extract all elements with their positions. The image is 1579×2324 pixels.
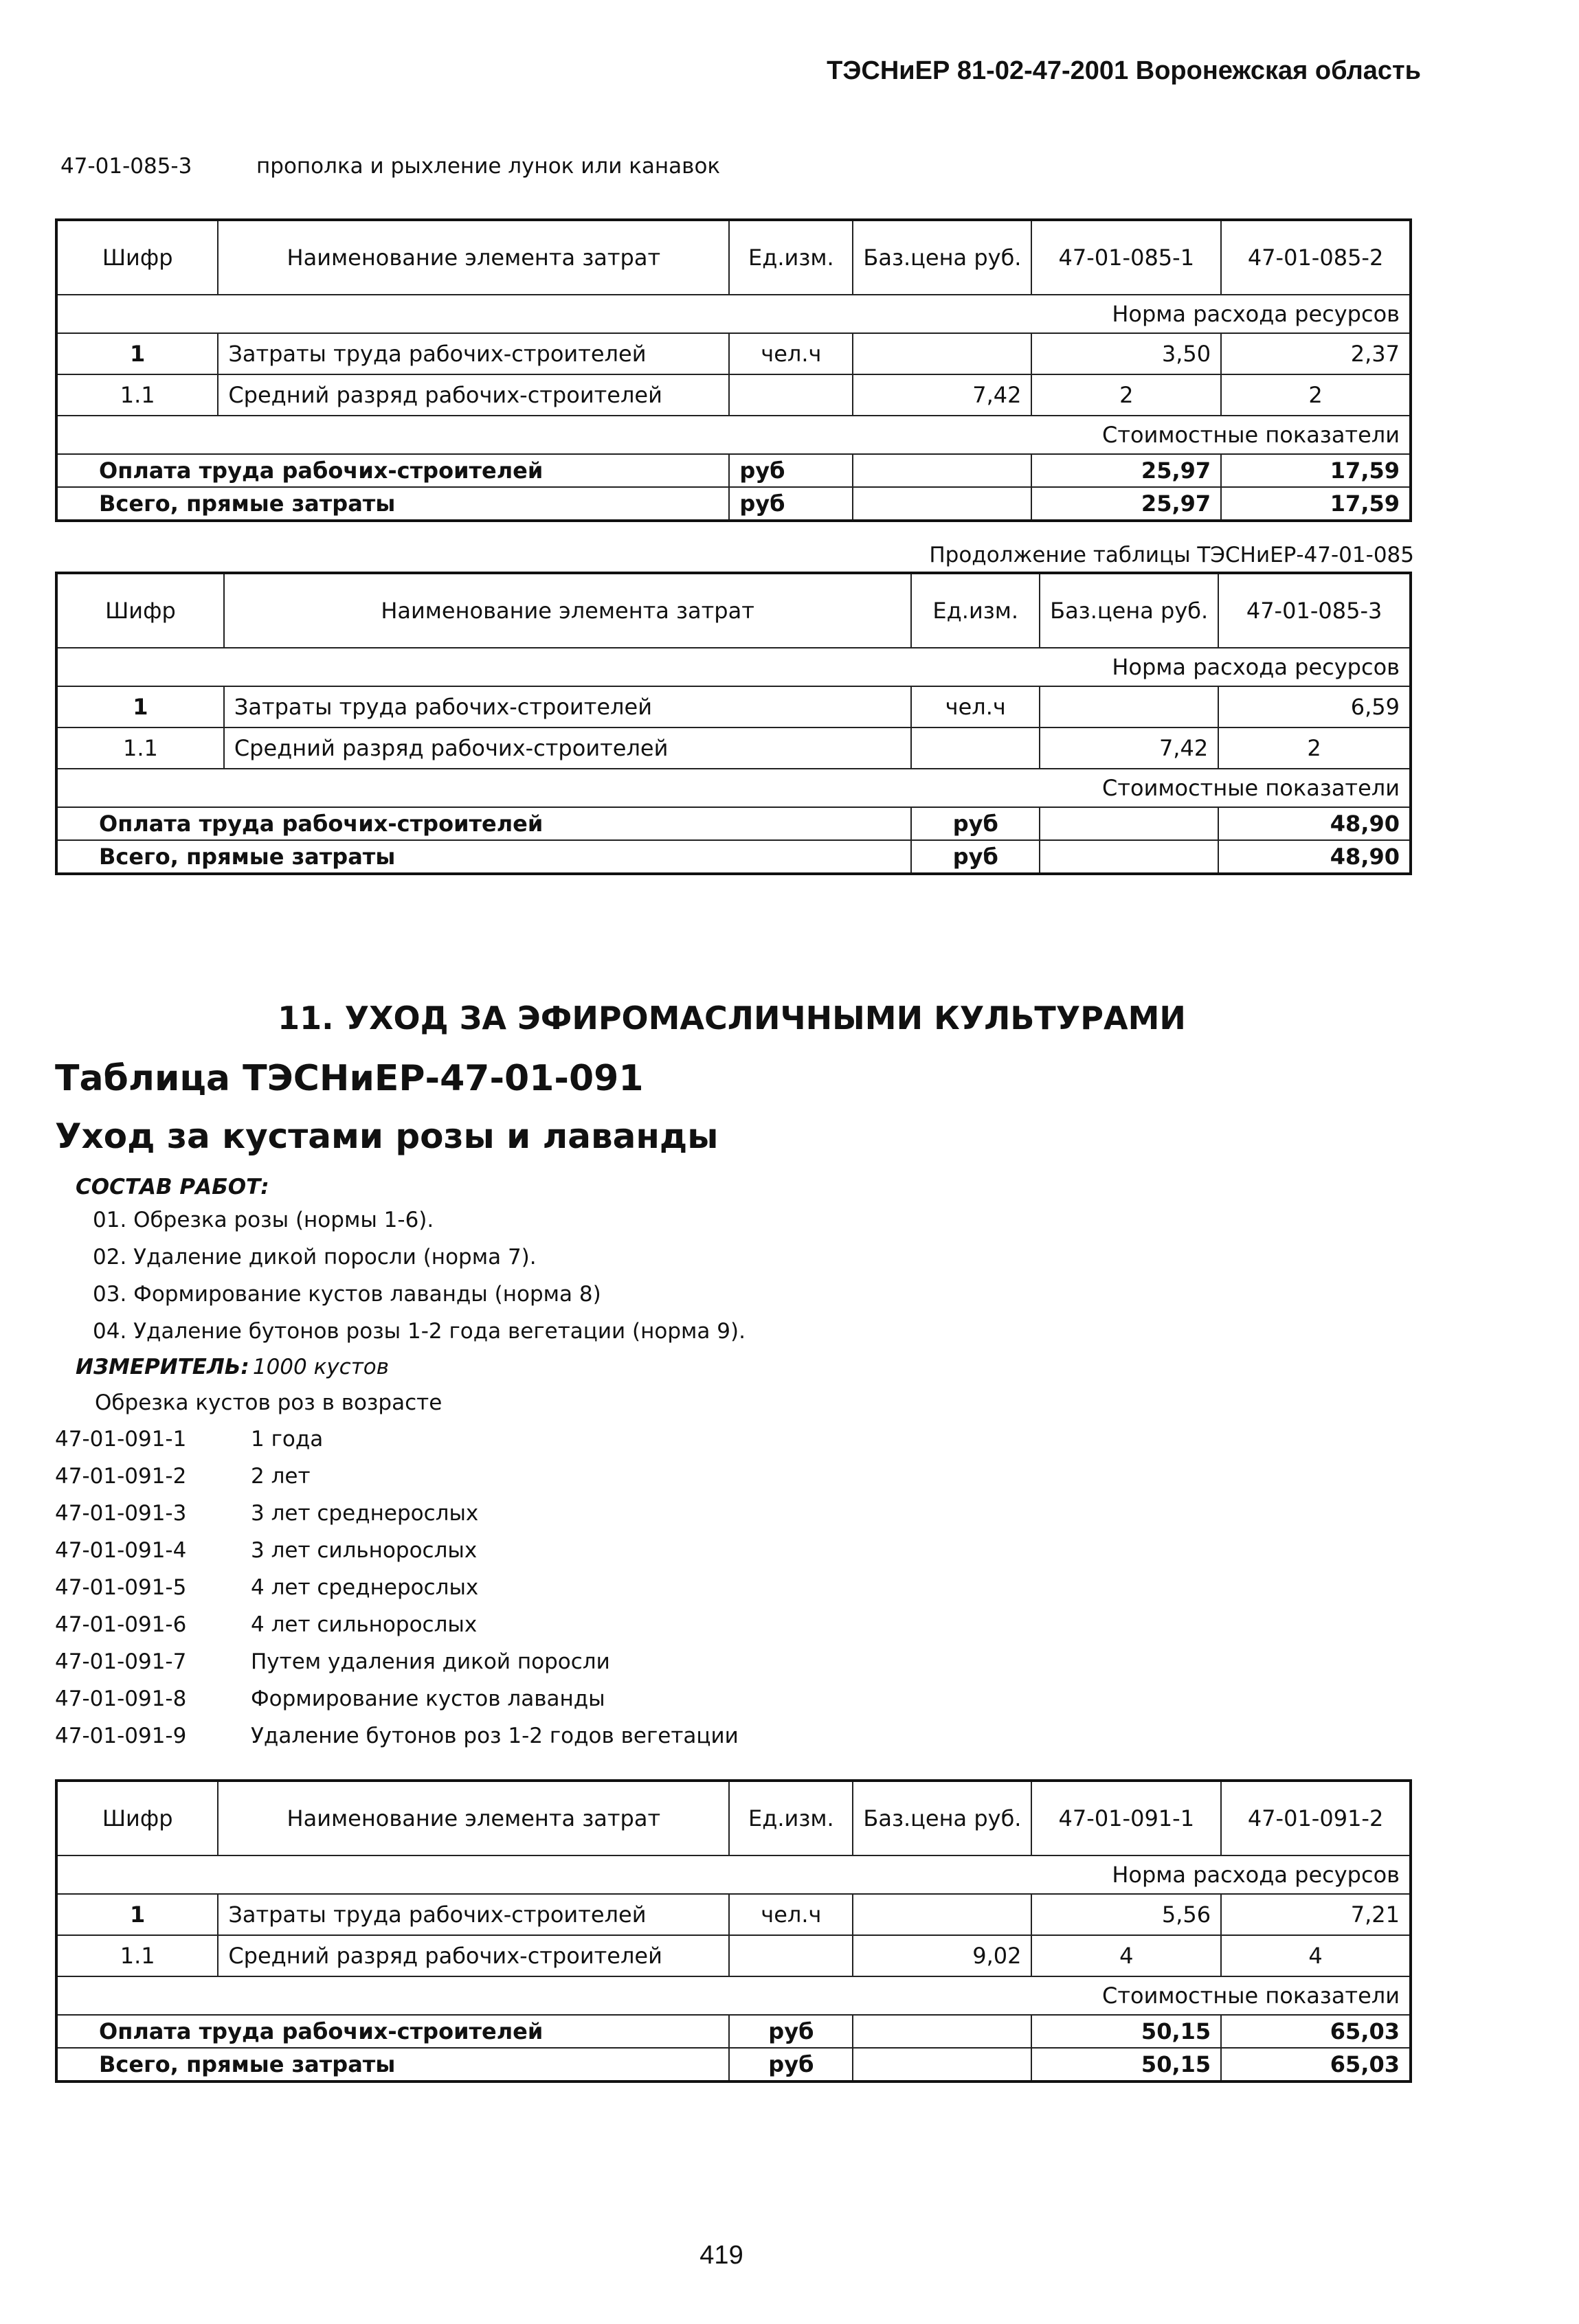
norm-text: 1 года — [251, 1427, 324, 1452]
header-name: Наименование элемента затрат — [218, 220, 729, 295]
header-col1: 47-01-085-3 — [1218, 573, 1411, 648]
measure-value: 1000 кустов — [252, 1355, 390, 1379]
table-header-row — [56, 1781, 1411, 1855]
row-v1: 3,50 — [1031, 333, 1221, 374]
cost-band-row — [56, 1976, 1411, 2015]
norm-band: Норма расхода ресурсов — [56, 648, 1411, 686]
cost-band: Стоимостные показатели — [56, 1976, 1411, 2015]
header-price: Баз.цена руб. — [1040, 573, 1218, 648]
sum-v2: 17,59 — [1221, 454, 1411, 487]
sum-row — [56, 487, 1411, 521]
row-name: Средний разряд рабочих-строителей — [218, 374, 729, 416]
header-price: Баз.цена руб. — [853, 1781, 1031, 1855]
row-code: 1.1 — [56, 374, 218, 416]
row-code: 1 — [56, 333, 218, 374]
row-price: 7,42 — [1040, 727, 1218, 769]
norm-item — [55, 1575, 478, 1600]
header-price: Баз.цена руб. — [853, 220, 1031, 295]
sum-price-empty — [853, 2048, 1031, 2082]
row-unit — [729, 1935, 853, 1976]
row-v2: 2 — [1221, 374, 1411, 416]
norm-code: 47-01-091-9 — [55, 1724, 187, 1748]
sum-unit: руб — [729, 454, 853, 487]
row-name: Затраты труда рабочих-строителей — [224, 686, 912, 727]
sum-unit: руб — [729, 2048, 853, 2082]
table-47-01-091-1-2 — [55, 1779, 1412, 2083]
norm-item — [55, 1724, 739, 1748]
page-number: 419 — [699, 2241, 743, 2270]
measure-line — [76, 1355, 389, 1379]
sum-v1: 25,97 — [1031, 487, 1221, 521]
group-caption: Обрезка кустов роз в возрасте — [95, 1390, 443, 1415]
sum-v1: 25,97 — [1031, 454, 1221, 487]
table-row — [56, 727, 1411, 769]
norm-band-row — [56, 295, 1411, 333]
norm-item — [55, 1427, 323, 1452]
cost-band: Стоимостные показатели — [56, 416, 1411, 454]
row-v1: 2 — [1218, 727, 1411, 769]
header-code: Шифр — [56, 1781, 218, 1855]
cost-band-row — [56, 769, 1411, 807]
works-label: СОСТАВ РАБОТ: — [76, 1175, 269, 1199]
sum-v2: 65,03 — [1221, 2015, 1411, 2048]
work-item: 02. Удаление дикой поросли (норма 7). — [93, 1245, 537, 1270]
table-title: Таблица ТЭСНиЕР-47-01-091 — [55, 1058, 644, 1099]
sum-unit: руб — [911, 807, 1040, 840]
table-row — [56, 1935, 1411, 1976]
row-price — [853, 333, 1031, 374]
row-price — [853, 1894, 1031, 1935]
row-price: 7,42 — [853, 374, 1031, 416]
row-v1: 2 — [1031, 374, 1221, 416]
table-row — [56, 1894, 1411, 1935]
row-name: Затраты труда рабочих-строителей — [218, 1894, 729, 1935]
work-line — [60, 154, 720, 179]
sum-row — [56, 2015, 1411, 2048]
table-row — [56, 686, 1411, 727]
table-row — [56, 333, 1411, 374]
row-unit: чел.ч — [729, 333, 853, 374]
sum-price-empty — [853, 454, 1031, 487]
sum-price-empty — [853, 487, 1031, 521]
sum-row — [56, 2048, 1411, 2082]
header-unit: Ед.изм. — [729, 220, 853, 295]
norm-text: 4 лет сильнорослых — [251, 1612, 478, 1637]
table-subtitle: Уход за кустами розы и лаванды — [55, 1116, 719, 1156]
norm-item — [55, 1464, 311, 1489]
sum-row — [56, 840, 1411, 874]
row-unit: чел.ч — [911, 686, 1040, 727]
sum-v2: 65,03 — [1221, 2048, 1411, 2082]
norm-code: 47-01-091-4 — [55, 1538, 187, 1563]
work-text: прополка и рыхление лунок или канавок — [256, 154, 721, 179]
sum-unit: руб — [911, 840, 1040, 874]
work-item: 04. Удаление бутонов розы 1-2 года вегетации (норма 9). — [93, 1319, 746, 1344]
continuation-caption: Продолжение таблицы ТЭСНиЕР-47-01-085 — [929, 543, 1414, 567]
row-price — [1040, 686, 1218, 727]
header-col2: 47-01-085-2 — [1221, 220, 1411, 295]
norm-item — [55, 1686, 605, 1711]
table-47-01-085-3 — [55, 572, 1412, 875]
header-name: Наименование элемента затрат — [218, 1781, 729, 1855]
norm-text: Удаление бутонов роз 1-2 годов вегетации — [251, 1724, 739, 1748]
header-col2: 47-01-091-2 — [1221, 1781, 1411, 1855]
row-price: 9,02 — [853, 1935, 1031, 1976]
sum-v1: 50,15 — [1031, 2015, 1221, 2048]
sum-row — [56, 807, 1411, 840]
work-item: 01. Обрезка розы (нормы 1-6). — [93, 1208, 434, 1232]
row-unit — [729, 374, 853, 416]
table-row — [56, 374, 1411, 416]
row-code: 1.1 — [56, 1935, 218, 1976]
norm-text: 3 лет сильнорослых — [251, 1538, 478, 1563]
sum-name: Оплата труда рабочих-строителей — [56, 2015, 729, 2048]
norm-band: Норма расхода ресурсов — [56, 1855, 1411, 1894]
sum-name: Оплата труда рабочих-строителей — [56, 807, 911, 840]
sum-unit: руб — [729, 487, 853, 521]
norm-text: 4 лет среднерослых — [251, 1575, 479, 1600]
row-v1: 6,59 — [1218, 686, 1411, 727]
norm-text: Формирование кустов лаванды — [251, 1686, 605, 1711]
header-col1: 47-01-085-1 — [1031, 220, 1221, 295]
norm-code: 47-01-091-3 — [55, 1501, 187, 1526]
norm-text: 2 лет — [251, 1464, 311, 1489]
row-code: 1.1 — [56, 727, 224, 769]
document-header: ТЭСНиЕР 81-02-47-2001 Воронежская область — [827, 56, 1421, 85]
table-47-01-085-1-2 — [55, 218, 1412, 522]
header-unit: Ед.изм. — [729, 1781, 853, 1855]
measure-label: ИЗМЕРИТЕЛЬ: — [76, 1355, 249, 1379]
section-title: 11. УХОД ЗА ЭФИРОМАСЛИЧНЫМИ КУЛЬТУРАМИ — [278, 1000, 1186, 1037]
norm-band-row — [56, 648, 1411, 686]
row-name: Средний разряд рабочих-строителей — [218, 1935, 729, 1976]
row-v2: 2,37 — [1221, 333, 1411, 374]
sum-row — [56, 454, 1411, 487]
norm-item — [55, 1649, 610, 1674]
row-v2: 7,21 — [1221, 1894, 1411, 1935]
sum-v1: 50,15 — [1031, 2048, 1221, 2082]
norm-code: 47-01-091-7 — [55, 1649, 187, 1674]
norm-code: 47-01-091-2 — [55, 1464, 187, 1489]
sum-v1: 48,90 — [1218, 807, 1411, 840]
row-code: 1 — [56, 686, 224, 727]
header-unit: Ед.изм. — [911, 573, 1040, 648]
norm-item — [55, 1538, 477, 1563]
row-code: 1 — [56, 1894, 218, 1935]
sum-price-empty — [853, 2015, 1031, 2048]
header-code: Шифр — [56, 220, 218, 295]
table-header-row — [56, 573, 1411, 648]
norm-item — [55, 1612, 477, 1637]
cost-band: Стоимостные показатели — [56, 769, 1411, 807]
row-unit — [911, 727, 1040, 769]
table-header-row — [56, 220, 1411, 295]
sum-v2: 17,59 — [1221, 487, 1411, 521]
norm-band: Норма расхода ресурсов — [56, 295, 1411, 333]
row-v2: 4 — [1221, 1935, 1411, 1976]
row-v1: 4 — [1031, 1935, 1221, 1976]
header-code: Шифр — [56, 573, 224, 648]
row-unit: чел.ч — [729, 1894, 853, 1935]
row-v1: 5,56 — [1031, 1894, 1221, 1935]
norm-text: 3 лет среднерослых — [251, 1501, 479, 1526]
norm-code: 47-01-091-5 — [55, 1575, 187, 1600]
row-name: Средний разряд рабочих-строителей — [224, 727, 912, 769]
sum-unit: руб — [729, 2015, 853, 2048]
work-item: 03. Формирование кустов лаванды (норма 8) — [93, 1282, 601, 1307]
norm-code: 47-01-091-6 — [55, 1612, 187, 1637]
norm-code: 47-01-091-1 — [55, 1427, 187, 1452]
norm-item — [55, 1501, 478, 1526]
norm-band-row — [56, 1855, 1411, 1894]
sum-v1: 48,90 — [1218, 840, 1411, 874]
sum-name: Всего, прямые затраты — [56, 840, 911, 874]
header-col1: 47-01-091-1 — [1031, 1781, 1221, 1855]
sum-name: Всего, прямые затраты — [56, 487, 729, 521]
sum-price-empty — [1040, 840, 1218, 874]
header-name: Наименование элемента затрат — [224, 573, 912, 648]
sum-name: Всего, прямые затраты — [56, 2048, 729, 2082]
work-code: 47-01-085-3 — [60, 154, 192, 179]
norm-code: 47-01-091-8 — [55, 1686, 187, 1711]
sum-name: Оплата труда рабочих-строителей — [56, 454, 729, 487]
row-name: Затраты труда рабочих-строителей — [218, 333, 729, 374]
sum-price-empty — [1040, 807, 1218, 840]
cost-band-row — [56, 416, 1411, 454]
norm-text: Путем удаления дикой поросли — [251, 1649, 610, 1674]
